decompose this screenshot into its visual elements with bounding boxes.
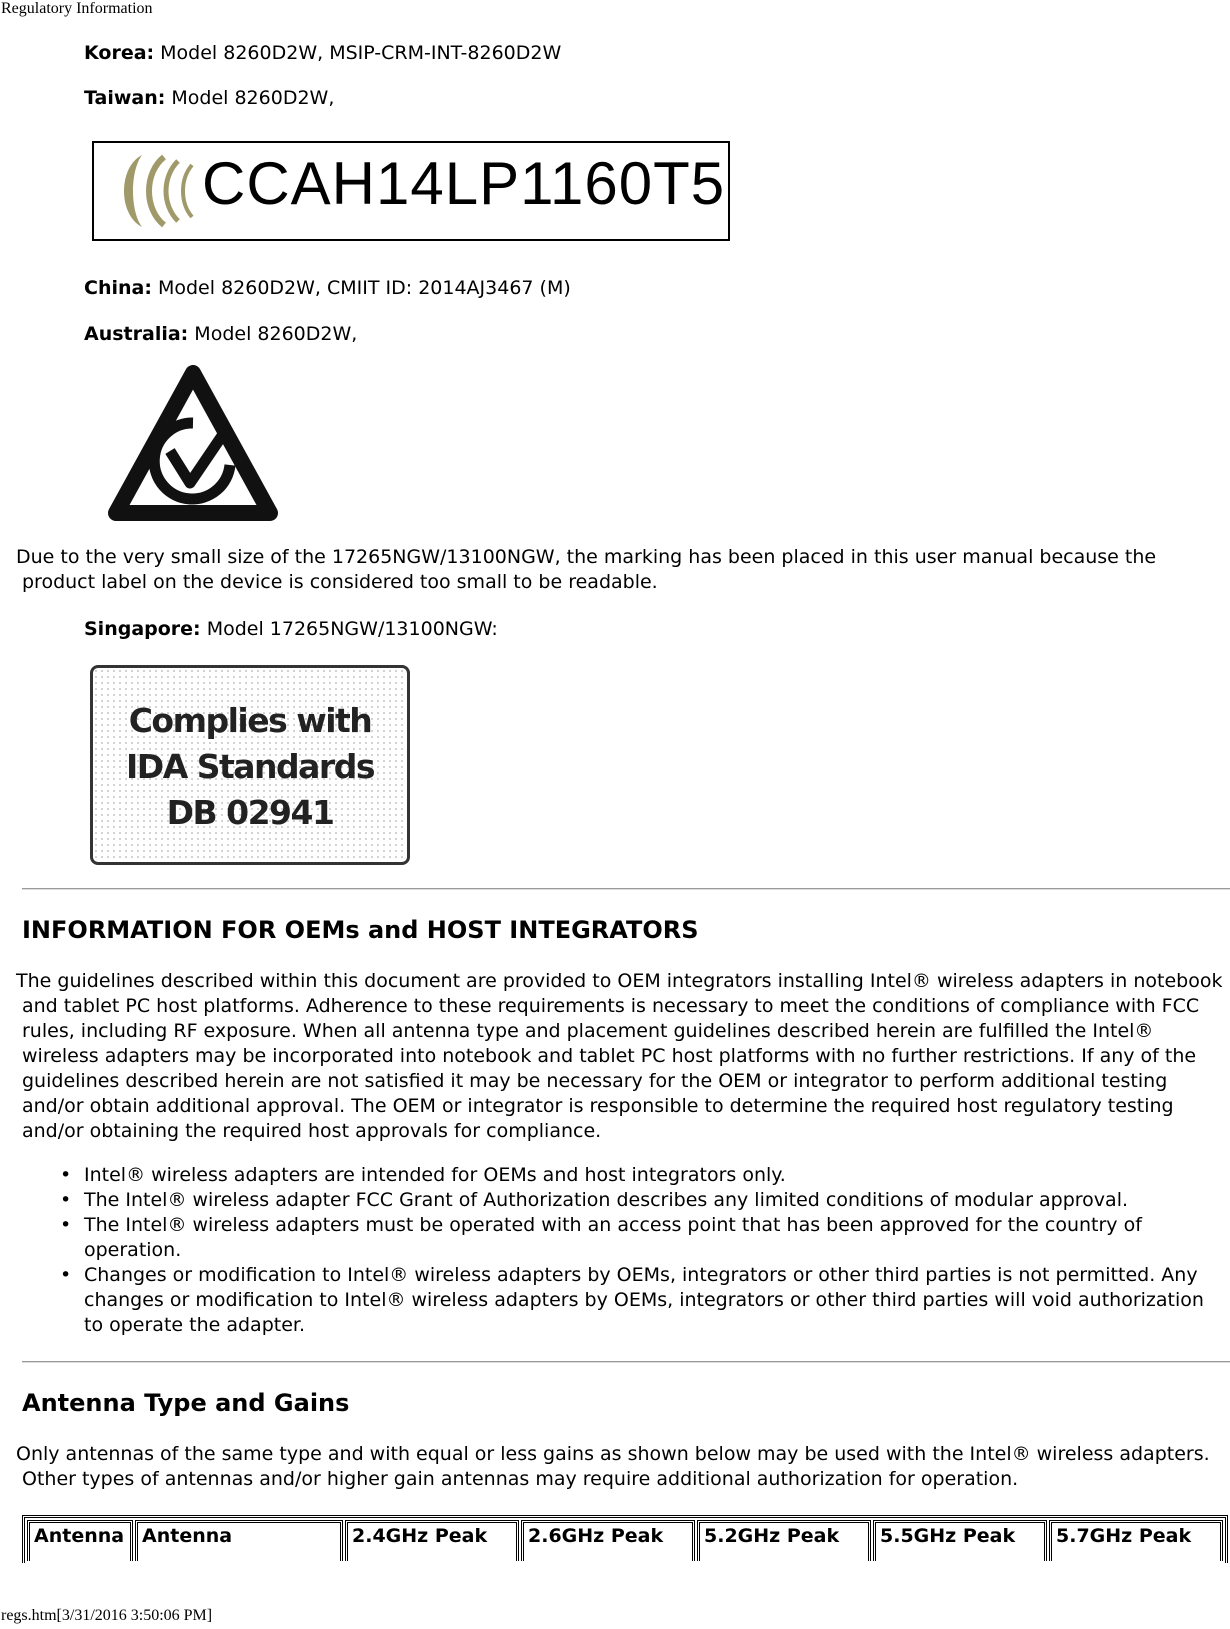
china-text: Model 8260D2W, CMIIT ID: 2014AJ3467 (M)	[151, 277, 571, 299]
rcm-check-icon	[108, 365, 278, 525]
australia-line	[84, 322, 357, 347]
column-header: 5.7GHz Peak	[1049, 1520, 1223, 1561]
bullet-icon: •	[60, 1189, 72, 1211]
column-header: 2.4GHz Peak	[345, 1520, 519, 1561]
bullet-icon: •	[60, 1264, 72, 1286]
column-header: 5.2GHz Peak	[697, 1520, 871, 1561]
list-item: • The Intel® wireless adapters must be operated with an access point that has been approved for the country of operation.	[60, 1214, 1142, 1261]
page-footer: regs.htm[3/31/2016 3:50:06 PM]	[1, 1607, 213, 1624]
singapore-label: Singapore:	[84, 618, 201, 640]
column-header: 5.5GHz Peak	[873, 1520, 1047, 1561]
ida-line-3: DB 02941	[166, 793, 334, 832]
column-header: Antenna	[135, 1520, 343, 1561]
antenna-gain-table	[22, 1515, 1228, 1563]
taiwan-line	[84, 86, 334, 111]
australia-label: Australia:	[84, 323, 189, 345]
ida-line-2: IDA Standards	[126, 747, 374, 786]
antenna-intro: Only antennas of the same type and with equal or less gains as shown below may be used with the Intel® wireless adapters. Other types of antennas and/or higher gain antennas may require additional authorization for operation.	[16, 1443, 1210, 1490]
oem-intro: The guidelines described within this document are provided to OEM integrators installing Intel® wireless adapters in notebook and tablet PC host platforms. Adherence to these requirements is necessary to meet the conditions of compliance with FCC rules, including RF exposure. When all antenna type and placement guidelines described herein are fulfilled the Intel® wireless adapters may be incorporated into notebook and tablet PC host platforms with no further restrictions. If any of the guidelines described herein are not satisfied it may be necessary for the OEM or integrator to perform additional testing and/or obtain additional approval. The OEM or integrator is responsible to determine the required host regulatory testing and/or obtaining the required host approvals for compliance.	[16, 970, 1223, 1142]
list-item: • The Intel® wireless adapter FCC Grant of Authorization describes any limited conditions of modular approval.	[60, 1189, 1129, 1211]
list-item: • Intel® wireless adapters are intended for OEMs and host integrators only.	[60, 1164, 786, 1186]
ida-standards-label	[90, 665, 410, 865]
marking-note: Due to the very small size of the 17265NGW/13100NGW, the marking has been placed in this user manual because the product label on the device is considered too small to be readable.	[16, 546, 1157, 593]
section-divider	[22, 1361, 1230, 1363]
china-label: China:	[84, 277, 152, 299]
ncc-code: CCAH14LP1160T5	[202, 150, 726, 217]
australia-text: Model 8260D2W,	[188, 323, 358, 345]
ncc-certification-logo	[92, 141, 730, 241]
oem-heading: INFORMATION FOR OEMs and HOST INTEGRATORS	[22, 916, 699, 944]
taiwan-text: Model 8260D2W,	[165, 87, 335, 109]
antenna-heading: Antenna Type and Gains	[22, 1389, 350, 1417]
page-header: Regulatory Information	[1, 0, 153, 17]
list-item: • Changes or modification to Intel® wireless adapters by OEMs, integrators or other third parties is not permitted. Any changes or modification to Intel® wireless adapters by OEMs, integrators or other third parties will void authorization to operate the adapter.	[60, 1264, 1204, 1336]
singapore-text: Model 17265NGW/13100NGW:	[200, 618, 498, 640]
bullet-icon: •	[60, 1214, 72, 1236]
singapore-line	[84, 617, 498, 642]
column-header: Antenna	[27, 1520, 133, 1561]
ncc-wave-icon	[112, 151, 212, 231]
section-divider	[22, 888, 1230, 890]
taiwan-label: Taiwan:	[84, 87, 166, 109]
rcm-compliance-mark	[108, 365, 278, 525]
column-header: 2.6GHz Peak	[521, 1520, 695, 1561]
bullet-icon: •	[60, 1164, 72, 1186]
korea-text: Model 8260D2W, MSIP-CRM-INT-8260D2W	[154, 42, 562, 64]
korea-label: Korea:	[84, 42, 155, 64]
oem-bullet-list	[56, 1163, 1226, 1338]
china-line	[84, 276, 571, 301]
table-header-row	[27, 1520, 1223, 1561]
ida-line-1: Complies with	[128, 701, 372, 740]
korea-line	[84, 41, 561, 66]
